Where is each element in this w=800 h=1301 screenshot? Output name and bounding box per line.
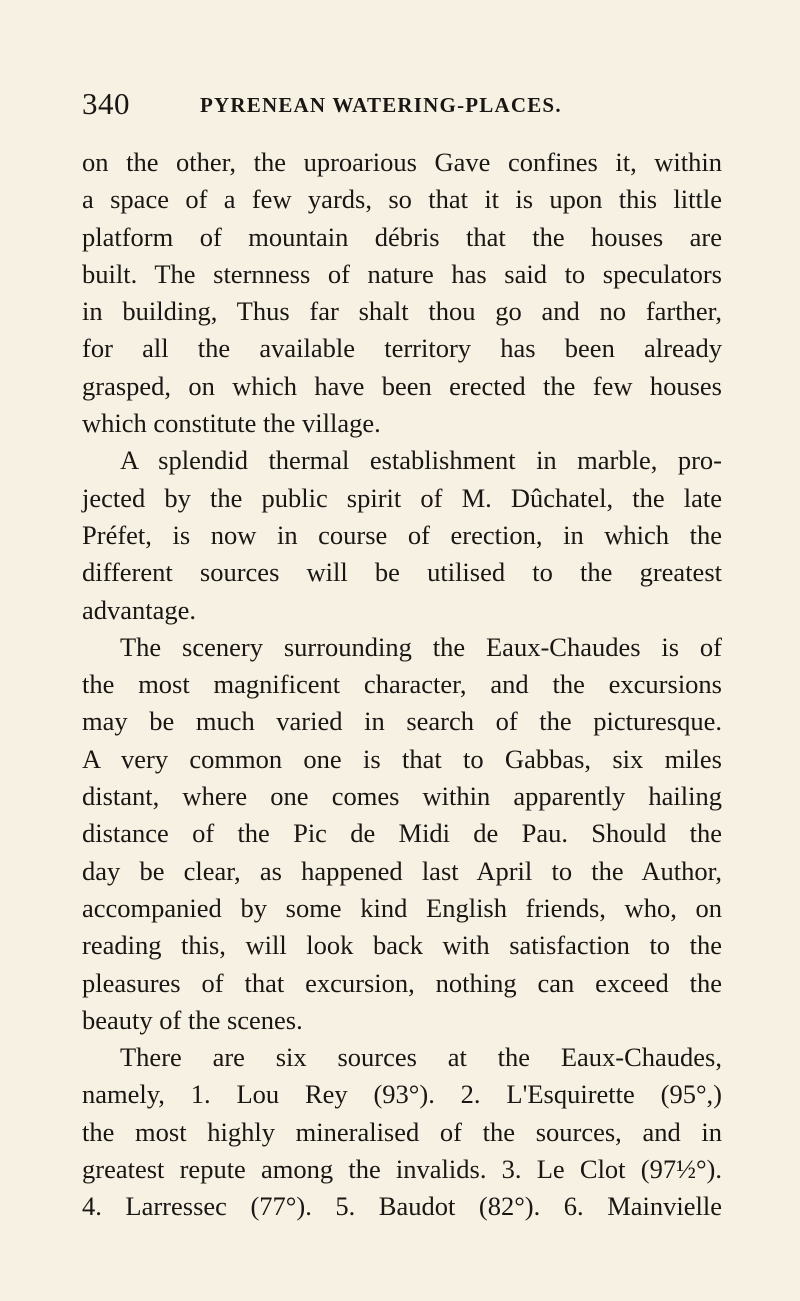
text-line: platform of mountain débris that the houses are	[82, 221, 722, 252]
text-line: accompanied by some kind English friends, who, on	[82, 892, 722, 923]
text-line: namely, 1. Lou Rey (93°). 2. L'Esquirette (95°,)	[82, 1079, 722, 1110]
body-text	[82, 144, 722, 1226]
text-line: 4. Larressec (77°). 5. Baudot (82°). 6. Mainvielle	[82, 1191, 722, 1222]
text-line: in building, Thus far shalt thou go and no farther,	[82, 296, 722, 327]
text-line: distance of the Pic de Midi de Pau. Should the	[82, 818, 722, 849]
paragraph-start-line: The scenery surrounding the Eaux-Chaudes is of	[120, 631, 722, 662]
page-number: 340	[82, 86, 130, 121]
running-head	[82, 86, 722, 126]
text-line: greatest repute among the invalids. 3. Le Clot (97½°).	[82, 1154, 722, 1185]
text-line: which constitute the village.	[82, 408, 381, 439]
text-line: advantage.	[82, 594, 197, 625]
text-line: Préfet, is now in course of erection, in which the	[82, 519, 722, 550]
text-line: the most magnificent character, and the excursions	[82, 669, 722, 700]
text-line: built. The sternness of nature has said to speculators	[82, 258, 722, 289]
text-line: the most highly mineralised of the sources, and in	[82, 1116, 722, 1147]
text-line: jected by the public spirit of M. Dûchatel, the late	[82, 482, 722, 513]
text-line: reading this, will look back with satisfaction to the	[82, 930, 722, 961]
text-line: different sources will be utilised to the greatest	[82, 557, 722, 588]
text-line: on the other, the uproarious Gave confines it, within	[82, 147, 722, 177]
text-line: A very common one is that to Gabbas, six miles	[82, 743, 722, 774]
text-line: grasped, on which have been erected the few houses	[82, 370, 722, 401]
text-line: distant, where one comes within apparently hailing	[82, 781, 722, 812]
paragraph-start-line: A splendid thermal establishment in marble, pro-	[120, 445, 722, 476]
paragraph-start-line: There are six sources at the Eaux-Chaudes,	[120, 1042, 722, 1073]
text-line: a space of a few yards, so that it is upon this little	[82, 184, 722, 215]
text-line: pleasures of that excursion, nothing can exceed the	[82, 967, 722, 998]
text-line: for all the available territory has been already	[82, 333, 722, 364]
text-line: day be clear, as happened last April to the Author,	[82, 855, 722, 886]
text-line: beauty of the scenes.	[82, 1004, 303, 1035]
text-line: may be much varied in search of the picturesque.	[82, 706, 722, 737]
running-title: PYRENEAN WATERING-PLACES.	[200, 93, 562, 117]
